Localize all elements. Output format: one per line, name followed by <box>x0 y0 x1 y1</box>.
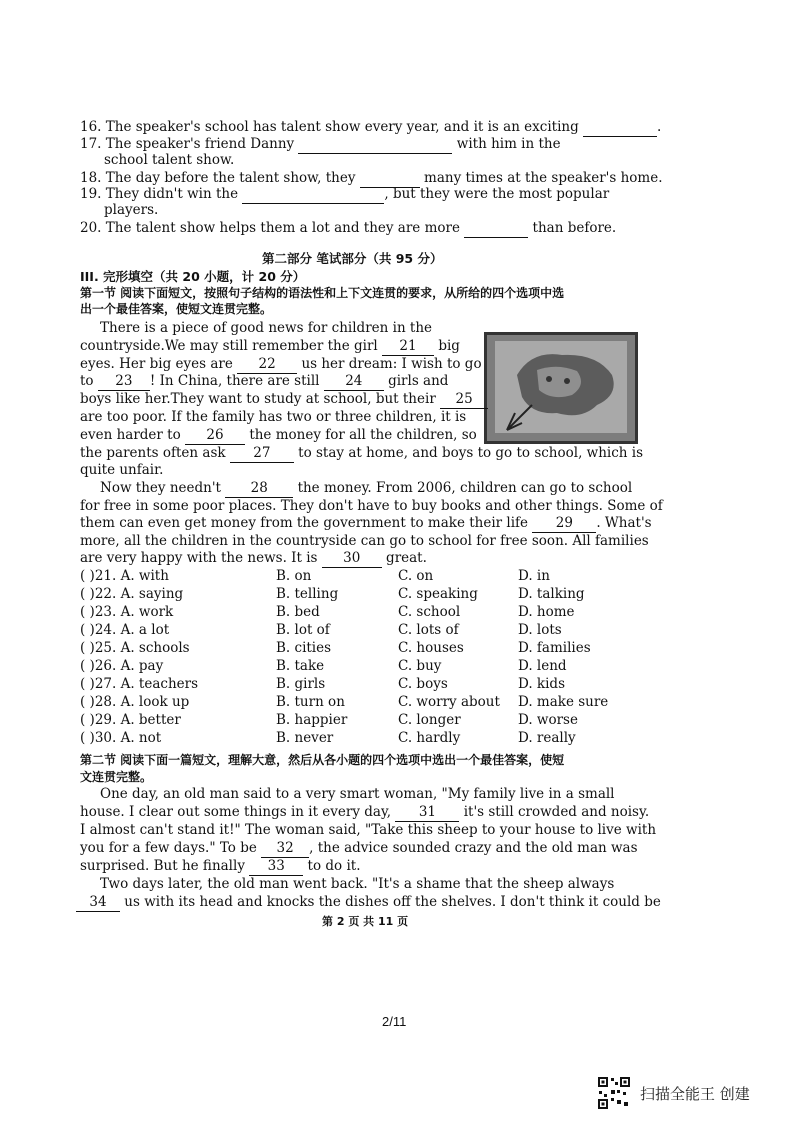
answer-blank-20[interactable] <box>464 220 528 238</box>
option-row <box>0 639 794 657</box>
passage2-line6: Two days later, the old man went back. "It's a shame that the sheep always <box>100 876 615 892</box>
option-b[interactable]: B. happier <box>276 712 348 728</box>
option-row <box>0 675 794 693</box>
passage1-line3: eyes. Her big eyes are 22 us her dream: I wish to go <box>80 356 482 372</box>
option-a[interactable]: ( )26. A. pay <box>80 658 164 674</box>
option-c[interactable]: C. buy <box>398 658 442 674</box>
option-c[interactable]: C. boys <box>398 676 448 692</box>
option-row <box>0 693 794 711</box>
question-17: 17. The speaker's friend Danny with him in the <box>80 136 561 152</box>
option-c[interactable]: C. lots of <box>398 622 459 638</box>
passage1-line6: are too poor. If the family has two or three children, it is <box>80 409 467 425</box>
passage2-line4: you for a few days." To be 32 , the advice sounded crazy and the old man was <box>80 840 638 856</box>
passage1-line1: There is a piece of good news for children in the <box>100 320 433 336</box>
option-a[interactable]: ( )24. A. a lot <box>80 622 170 638</box>
option-d[interactable]: D. home <box>518 604 575 620</box>
option-d[interactable]: D. make sure <box>518 694 609 710</box>
option-b[interactable]: B. never <box>276 730 334 746</box>
blank-22[interactable]: 22 <box>237 356 297 374</box>
blank-24[interactable]: 24 <box>324 373 384 391</box>
option-a[interactable]: ( )25. A. schools <box>80 640 190 656</box>
passage2-line3: I almost can't stand it!" The woman said, "Take this sheep to your house to live with <box>80 822 657 838</box>
blank-27[interactable]: 27 <box>230 445 294 463</box>
option-row <box>0 585 794 603</box>
option-b[interactable]: B. lot of <box>276 622 330 638</box>
scanner-watermark: 扫描全能王 创建 <box>640 1085 750 1103</box>
passage1-line5: boys like her.They want to study at school, but their 25 <box>80 391 488 409</box>
option-c[interactable]: C. hardly <box>398 730 461 746</box>
blank-31[interactable]: 31 <box>395 804 459 822</box>
blank-32[interactable]: 32 <box>261 840 309 858</box>
blank-34[interactable]: 34 <box>76 894 120 912</box>
question-20: 20. The talent show helps them a lot and they are more than before. <box>80 220 617 236</box>
passage1-line2: countryside.We may still remember the girl 21 big <box>80 338 460 354</box>
option-d[interactable]: D. talking <box>518 586 585 602</box>
passage1-line9: quite unfair. <box>80 462 164 478</box>
option-a[interactable]: ( )23. A. work <box>80 604 174 620</box>
option-row <box>0 603 794 621</box>
option-b[interactable]: B. girls <box>276 676 326 692</box>
passage1-line11: for free in some poor places. They don't have to buy books and other things. Some of <box>80 498 663 514</box>
option-row <box>0 657 794 675</box>
option-b[interactable]: B. take <box>276 658 325 674</box>
blank-29[interactable]: 29 <box>532 515 596 533</box>
question-18: 18. The day before the talent show, they many times at the speaker's home. <box>80 170 663 186</box>
option-b[interactable]: B. on <box>276 568 312 584</box>
answer-blank-17[interactable] <box>298 136 452 154</box>
blank-30[interactable]: 30 <box>322 550 382 568</box>
option-c[interactable]: C. worry about <box>398 694 500 710</box>
option-b[interactable]: B. telling <box>276 586 339 602</box>
passage2-line7: 34 us with its head and knocks the dishes off the shelves. I don't think it could be <box>76 894 661 912</box>
option-a[interactable]: ( )29. A. better <box>80 712 181 728</box>
option-a[interactable]: ( )30. A. not <box>80 730 162 746</box>
option-d[interactable]: D. worse <box>518 712 578 728</box>
option-c[interactable]: C. houses <box>398 640 464 656</box>
option-c[interactable]: C. longer <box>398 712 461 728</box>
passage1-line13: more, all the children in the countryside can go to school for free soon. All families <box>80 533 649 549</box>
option-b[interactable]: B. turn on <box>276 694 345 710</box>
passage1-line8: the parents often ask 27 to stay at home, and boys to go to school, which is <box>80 445 644 461</box>
option-row <box>0 621 794 639</box>
page-indicator-cn: 第 2 页 共 11 页 <box>322 915 409 928</box>
option-a[interactable]: ( )22. A. saying <box>80 586 184 602</box>
question-17-line2: school talent show. <box>104 152 235 168</box>
answer-blank-16[interactable] <box>583 119 657 137</box>
passage1-line10: Now they needn't 28 the money. From 2006, children can go to school <box>100 480 633 496</box>
passage1-line14: are very happy with the news. It is 30 great. <box>80 550 427 566</box>
option-d[interactable]: D. families <box>518 640 591 656</box>
option-d[interactable]: D. lend <box>518 658 567 674</box>
option-c[interactable]: C. on <box>398 568 434 584</box>
question-19-line2: players. <box>104 202 159 218</box>
option-a[interactable]: ( )21. A. with <box>80 568 169 584</box>
blank-33[interactable]: 33 <box>249 858 303 876</box>
option-row <box>0 729 794 747</box>
option-d[interactable]: D. lots <box>518 622 562 638</box>
section-one-instruction: 第一节 阅读下面短文，按照句子结构的语法性和上下文连贯的要求，从所给的四个选项中选 <box>80 286 565 300</box>
question-19: 19. They didn't win the , but they were the most popular <box>80 186 610 202</box>
option-c[interactable]: C. speaking <box>398 586 478 602</box>
section-two-instruction: 第二节 阅读下面一篇短文，理解大意，然后从各小题的四个选项中选出一个最佳答案，使短 <box>80 753 565 767</box>
passage2-line5: surprised. But he finally 33 to do it. <box>80 858 361 874</box>
qr-code-icon <box>597 1076 631 1110</box>
option-d[interactable]: D. really <box>518 730 576 746</box>
option-b[interactable]: B. bed <box>276 604 320 620</box>
part-two-heading: 第二部分 笔试部分（共 95 分） <box>262 251 443 266</box>
blank-23[interactable]: 23 <box>98 373 150 391</box>
option-d[interactable]: D. kids <box>518 676 565 692</box>
option-row <box>0 711 794 729</box>
blank-21[interactable]: 21 <box>382 338 434 356</box>
blank-26[interactable]: 26 <box>185 427 245 445</box>
map-picture <box>484 332 638 444</box>
option-b[interactable]: B. cities <box>276 640 332 656</box>
section-two-instruction-2: 文连贯完整。 <box>80 770 153 784</box>
blank-28[interactable]: 28 <box>225 480 293 498</box>
passage1-line4: to 23 ! In China, there are still 24 girls and <box>80 373 449 389</box>
option-a[interactable]: ( )27. A. teachers <box>80 676 199 692</box>
section-three-title: III. 完形填空（共 20 小题，计 20 分） <box>80 269 306 284</box>
passage2-line2: house. I clear out some things in it every day, 31 it's still crowded and noisy. <box>80 804 650 820</box>
map-illustration-icon <box>487 335 635 441</box>
option-c[interactable]: C. school <box>398 604 461 620</box>
page-number: 2/11 <box>382 1014 407 1029</box>
passage2-line1: One day, an old man said to a very smart woman, "My family live in a small <box>100 786 615 802</box>
question-16: 16. The speaker's school has talent show every year, and it is an exciting . <box>80 119 662 135</box>
option-row <box>0 567 794 585</box>
option-d[interactable]: D. in <box>518 568 550 584</box>
answer-blank-19[interactable] <box>242 186 384 204</box>
passage1-line12: them can even get money from the government to make their life 29 . What's <box>80 515 652 531</box>
blank-25[interactable]: 25 <box>440 391 488 409</box>
option-a[interactable]: ( )28. A. look up <box>80 694 190 710</box>
section-one-instruction-2: 出一个最佳答案，使短文连贯完整。 <box>80 302 273 316</box>
passage1-line7: even harder to 26 the money for all the children, so <box>80 427 477 443</box>
